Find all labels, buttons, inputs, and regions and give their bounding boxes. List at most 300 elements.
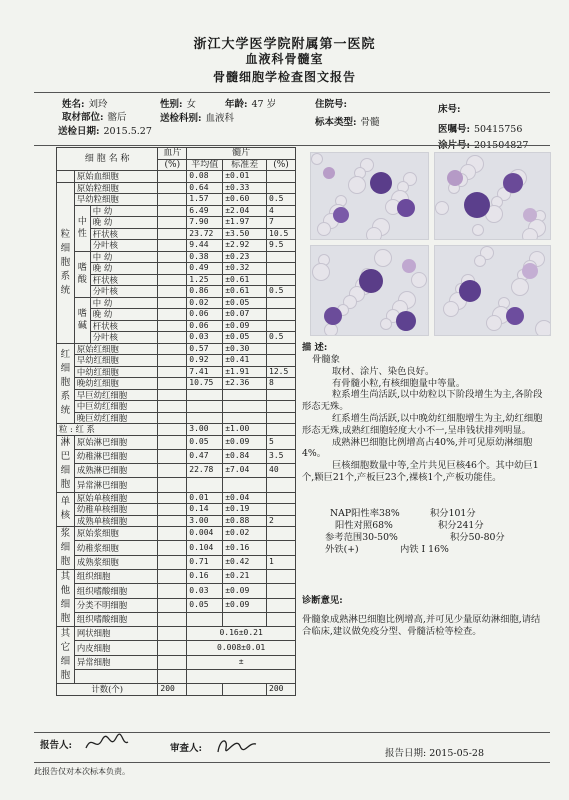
table-row [57,449,296,463]
mean-cell: 0.38 [187,251,223,263]
stained-cell [447,170,463,186]
table-row [57,584,296,598]
sd-cell: ±2.92 [223,240,267,252]
mean-cell: 0.05 [187,598,223,612]
report-title: 骨髓细胞学检查图文报告 [212,70,356,84]
stained-cell [359,269,383,293]
mean-cell: 0.47 [187,449,223,463]
pct-cell: 10.5 [267,228,296,240]
mean-cell: 3.00 [187,424,223,436]
cell-name: 分叶核 [90,286,158,298]
blood-pct-cell [158,570,187,584]
cell-name: 成熟浆细胞 [74,555,158,569]
pct-cell [267,478,296,492]
blood-pct-cell [158,527,187,541]
mean-cell [187,612,223,626]
sd-cell: ±0.09 [223,584,267,598]
red-cell [486,315,502,331]
blood-pct-cell [158,504,187,516]
table-row [57,389,296,401]
pct-cell: 4 [267,205,296,217]
stained-cell [523,208,537,222]
blood-pct-cell [158,389,187,401]
patient-name: 姓名: 刘玲 [62,99,108,110]
blood-pct-cell [158,612,187,626]
pct-cell: 0.5 [267,332,296,344]
group-mono: 单核 [57,492,75,527]
mean-cell: 0.71 [187,555,223,569]
sd-cell: ±0.16 [223,541,267,555]
cell-name: 内皮细胞 [74,641,158,655]
pct-cell [267,320,296,332]
cell-name: 组织嗜酸细胞 [74,612,158,626]
sd-cell: ±0.23 [223,251,267,263]
header-cell-name: 细 胞 名 称 [57,148,158,171]
sd-cell: ±0.41 [223,355,267,367]
group-granulocyte: 粒细胞系统 [57,182,75,343]
pct-cell [267,424,296,436]
cell-name: 中 幼 [90,251,158,263]
mean-cell: 3.00 [187,515,223,527]
cell-name: 早幼粒细胞 [74,194,158,206]
submission-date: 送检日期: 2015.5.27 [58,126,152,137]
stained-cell [402,259,416,273]
table-row [57,366,296,378]
mean-cell: 7.90 [187,217,223,229]
table-row [57,205,296,217]
stained-cell [323,167,335,179]
sd-cell [223,389,267,401]
mean-cell [187,412,223,424]
table-row [57,641,296,655]
blood-pct-cell [158,228,187,240]
cell-name: 网状细胞 [74,627,158,641]
mean-cell: 0.03 [187,332,223,344]
mean-cell: 0.14 [187,504,223,516]
sd-cell: ±0.05 [223,297,267,309]
table-header-row [57,148,296,160]
blood-pct-cell [158,205,187,217]
sd-cell: ±0.04 [223,492,267,504]
pct-cell [267,309,296,321]
blood-pct-cell [158,297,187,309]
cell-name: 原始红细胞 [74,343,158,355]
blood-pct-cell [158,251,187,263]
medical-order-number: 医嘱号: 50415756 [438,124,523,135]
blood-pct-cell [158,541,187,555]
cell-name: 原始粒细胞 [74,182,158,194]
table-row [57,274,296,286]
pct-cell: 12.5 [267,366,296,378]
mean-cell: 6.49 [187,205,223,217]
cell-name: 分叶核 [90,240,158,252]
sd-cell [223,412,267,424]
mean-cell: 23.72 [187,228,223,240]
mean-cell: 0.86 [187,286,223,298]
count-empty [223,684,267,696]
table-row [57,263,296,275]
header-top-line [34,92,550,93]
pct-cell [267,492,296,504]
count-label: 计数(个) [57,684,158,696]
group-erythrocyte: 红细胞系统 [57,343,75,424]
sd-cell: ±0.60 [223,194,267,206]
inner-iron: 内铁 I 16% [400,544,449,555]
subgroup-baso: 嗜碱 [74,297,90,343]
red-cell [511,278,529,296]
micrograph-4 [434,245,551,336]
pct-cell [267,584,296,598]
cell-name: 中 幼 [90,205,158,217]
table-row [57,343,296,355]
cell-name: 杆状核 [90,320,158,332]
count-blood: 200 [158,684,187,696]
cell-name: 早巨幼红细胞 [74,389,158,401]
desc-line: 成熟淋巴细胞比例增高占40%,并可见原幼淋细胞4%。 [302,436,533,460]
pct-cell [267,251,296,263]
header-marrow-smear: 髓片 [187,148,296,160]
pct-cell [267,355,296,367]
table-row [57,171,296,183]
table-row [57,401,296,413]
blood-pct-cell [158,627,187,641]
sd-cell: ±0.01 [223,171,267,183]
blood-pct-cell [158,366,187,378]
header-mean: 平均值 [187,159,223,171]
blood-pct-cell [158,332,187,344]
pct-cell: 1 [267,555,296,569]
cell-count-table [56,147,296,696]
mean-cell: 7.41 [187,366,223,378]
table-row [57,555,296,569]
cell-name: 成熟淋巴细胞 [74,464,158,478]
red-cell [311,153,323,165]
hospital-name: 浙江大学医学院附属第一医院 [193,37,376,52]
pct-cell: 7 [267,217,296,229]
table-row [57,684,296,696]
table-row [57,309,296,321]
blood-pct-cell [158,171,187,183]
sd-cell [223,478,267,492]
red-cell [472,224,484,236]
pct-cell [267,171,296,183]
sd-cell: ±0.09 [223,598,267,612]
table-row [57,378,296,390]
pct-cell: 8 [267,378,296,390]
blood-pct-cell [158,194,187,206]
desc-line: 骨髓象 [312,354,340,365]
merged-value-cell: ± [187,655,296,669]
table-row [57,464,296,478]
sd-cell: ±1.97 [223,217,267,229]
mean-cell: 0.49 [187,263,223,275]
blood-pct-cell [158,555,187,569]
cell-name: 异常细胞 [74,655,158,669]
cell-name: 晚幼红细胞 [74,378,158,390]
blood-pct-cell [158,655,187,669]
sd-cell: ±0.32 [223,263,267,275]
stained-cell [397,199,415,217]
sd-cell: ±0.19 [223,504,267,516]
blood-pct-cell [158,309,187,321]
blood-pct-cell [158,286,187,298]
table-row [57,627,296,641]
table-row [57,240,296,252]
red-cell [366,227,382,240]
mean-cell [187,389,223,401]
sd-cell: ±0.02 [223,527,267,541]
merged-value-cell: 0.008±0.01 [187,641,296,655]
table-row [57,251,296,263]
mean-cell [187,478,223,492]
blood-pct-cell [158,435,187,449]
pct-cell [267,343,296,355]
pct-cell [267,297,296,309]
count-marrow: 200 [267,684,296,696]
mean-cell: 0.92 [187,355,223,367]
cell-name: 原始血细胞 [74,171,158,183]
cell-name: 幼稚单核细胞 [74,504,158,516]
red-cell [522,228,538,240]
positive-control: 阳性对照68% [335,520,393,531]
red-cell [443,301,459,317]
table-body [57,171,296,696]
table-row [57,598,296,612]
red-cell [312,263,330,281]
blood-pct-cell [158,401,187,413]
blood-pct-cell [158,598,187,612]
diagnosis-label: 诊断意见: [302,595,343,606]
blood-pct-cell [158,478,187,492]
table-row [57,655,296,669]
control-score: 积分241分 [438,520,484,531]
blood-pct-cell [158,274,187,286]
blood-pct-cell [158,263,187,275]
table-row [57,612,296,626]
blood-pct-cell [158,492,187,504]
reviewer-label: 审查人: [170,743,203,754]
sd-cell: ±0.61 [223,274,267,286]
cell-name [74,669,158,683]
cell-name: 晚 幼 [90,263,158,275]
ratio-name: 粒 : 红 系 [57,424,158,436]
table-row [57,320,296,332]
sd-cell: ±2.36 [223,378,267,390]
count-empty [187,684,223,696]
pct-cell [267,598,296,612]
desc-line: 红系增生尚活跃,以中晚幼红细胞增生为主,幼红细胞形态无殊,成熟红细胞轻度大小不一,呈串钱状排列明显。 [302,412,543,436]
mean-cell: 0.02 [187,297,223,309]
sd-cell: ±1.91 [223,366,267,378]
desc-line: 粒系增生尚活跃,以中幼粒以下阶段增生为主,各阶段形态无殊。 [302,389,543,413]
mean-cell [187,401,223,413]
header-bottom-line [34,145,550,146]
red-cell [535,320,551,336]
sd-cell: ±1.00 [223,424,267,436]
slide-number: 涂片号: 201504827 [438,140,529,151]
cell-name: 分叶核 [90,332,158,344]
mean-cell: 1.57 [187,194,223,206]
sampling-site: 取材部位: 髂后 [62,112,127,123]
cell-name: 幼稚浆细胞 [74,541,158,555]
table-row [57,492,296,504]
pct-cell: 3.5 [267,449,296,463]
sd-cell: ±0.09 [223,435,267,449]
cell-name: 早幼红细胞 [74,355,158,367]
reporter-signature [82,730,132,754]
micrograph-1 [310,152,429,240]
sd-cell: ±0.07 [223,309,267,321]
red-cell [411,272,427,288]
pct-cell [267,263,296,275]
cell-name: 原始浆细胞 [74,527,158,541]
pct-cell [267,401,296,413]
blood-pct-cell [158,669,187,683]
cell-name: 原始单核细胞 [74,492,158,504]
sd-cell: ±0.30 [223,343,267,355]
mean-cell: 0.06 [187,320,223,332]
cell-name: 晚 幼 [90,217,158,229]
reviewer-signature [212,732,262,758]
merged-value-cell: 0.16±0.21 [187,627,296,641]
table-row [57,478,296,492]
pct-cell [267,612,296,626]
blood-pct-cell [158,320,187,332]
mean-cell: 22.78 [187,464,223,478]
mean-cell: 0.08 [187,171,223,183]
header-marrow-pct: (%) [267,159,296,171]
blood-pct-cell [158,343,187,355]
blood-pct-cell [158,355,187,367]
footer-bottom-line [34,762,550,763]
stained-cell [506,307,524,325]
pct-cell: 2 [267,515,296,527]
sd-cell: ±2.04 [223,205,267,217]
sd-cell: ±0.61 [223,286,267,298]
table-row [57,412,296,424]
disclaimer: 此报告仅对本次标本负责。 [34,767,130,776]
sd-cell: ±0.21 [223,570,267,584]
pct-cell: 0.5 [267,286,296,298]
stained-cell [464,192,490,218]
outer-iron: 外铁(+) [325,544,359,555]
table-row [57,355,296,367]
submitting-dept: 送检科别: 血液科 [160,113,235,124]
red-cell [374,249,392,267]
pct-cell [267,570,296,584]
blood-pct-cell [158,464,187,478]
cell-name: 组织细胞 [74,570,158,584]
blood-pct-cell [158,424,187,436]
cell-name: 异常淋巴细胞 [74,478,158,492]
blood-pct-cell [158,182,187,194]
header-blood-pct: (%) [158,159,187,171]
red-cell [348,176,366,194]
table-row [57,570,296,584]
stained-cell [396,311,416,331]
table-row [57,669,296,683]
desc-line: 取材、涂片、染色良好。 [332,365,435,377]
merged-value-cell [187,669,296,683]
micrograph-2 [434,152,551,240]
reporter-label: 报告人: [40,740,73,751]
hospital-number: 住院号: [315,99,348,110]
specimen-type: 标本类型: 骨髓 [315,117,380,128]
diagnosis-text: 骨髓象成熟淋巴细胞比例增高,并可见少量原幼淋细胞,请结合临床,建议做免疫分型、骨髓活检等检查。 [302,614,541,637]
mean-cell: 0.004 [187,527,223,541]
reference-range: 参考范围30-50% [325,532,398,543]
table-row [57,194,296,206]
pct-cell [267,504,296,516]
cell-name: 分类不明细胞 [74,598,158,612]
stained-cell [324,307,342,325]
pct-cell [267,541,296,555]
red-cell [435,201,449,215]
mean-cell: 0.06 [187,309,223,321]
mean-cell: 1.25 [187,274,223,286]
stained-cell [333,207,349,223]
sd-cell: ±3.50 [223,228,267,240]
subgroup-eos: 嗜酸 [74,251,90,297]
header-blood-smear: 血片 [158,148,187,160]
mean-cell: 0.64 [187,182,223,194]
pct-cell [267,527,296,541]
cell-name: 幼稚淋巴细胞 [74,449,158,463]
sd-cell: ±0.42 [223,555,267,569]
stained-cell [522,263,538,279]
sd-cell [223,612,267,626]
table-row [57,228,296,240]
table-row [57,182,296,194]
blood-pct-cell [158,641,187,655]
description-label: 描 述: [302,342,328,353]
cell-name: 晚 幼 [90,309,158,321]
table-row [57,286,296,298]
stained-cell [370,172,392,194]
red-cell [380,318,392,330]
group-othercell: 其他细胞 [57,570,75,627]
patient-sex: 性别: 女 [160,99,197,110]
desc-line: 有骨髓小粒,有核细胞量中等量。 [332,377,466,389]
table-row [57,504,296,516]
cell-name: 中巨幼红细胞 [74,401,158,413]
sd-cell: ±0.33 [223,182,267,194]
blood-pct-cell [158,378,187,390]
blood-pct-cell [158,217,187,229]
group-lympho: 淋巴细胞 [57,435,75,492]
desc-line: 巨核细胞数量中等,全片共见巨核46个。其中幼巨1个,颗巨21个,产板巨23个,裸核1个,产板功能佳。 [302,460,539,483]
sd-cell [223,401,267,413]
micrograph-3 [310,245,429,336]
group-plasma: 浆细胞 [57,527,75,570]
red-cell [474,255,486,267]
stained-cell [459,280,481,302]
pct-cell: 9.5 [267,240,296,252]
blood-pct-cell [158,449,187,463]
patient-age: 年龄: 47 岁 [225,99,277,110]
cell-name: 原始淋巴细胞 [74,435,158,449]
group-other: 其它细胞 [57,627,75,684]
nap-score: 积分101分 [430,508,476,519]
header-sd: 标准差 [223,159,267,171]
bed-number: 床号: [438,104,461,115]
cell-name: 组织嗜酸细胞 [74,584,158,598]
description-text [302,354,549,484]
table-row [57,297,296,309]
mean-cell: 0.16 [187,570,223,584]
pct-cell [267,182,296,194]
report-date: 报告日期: 2015-05-28 [385,748,484,759]
